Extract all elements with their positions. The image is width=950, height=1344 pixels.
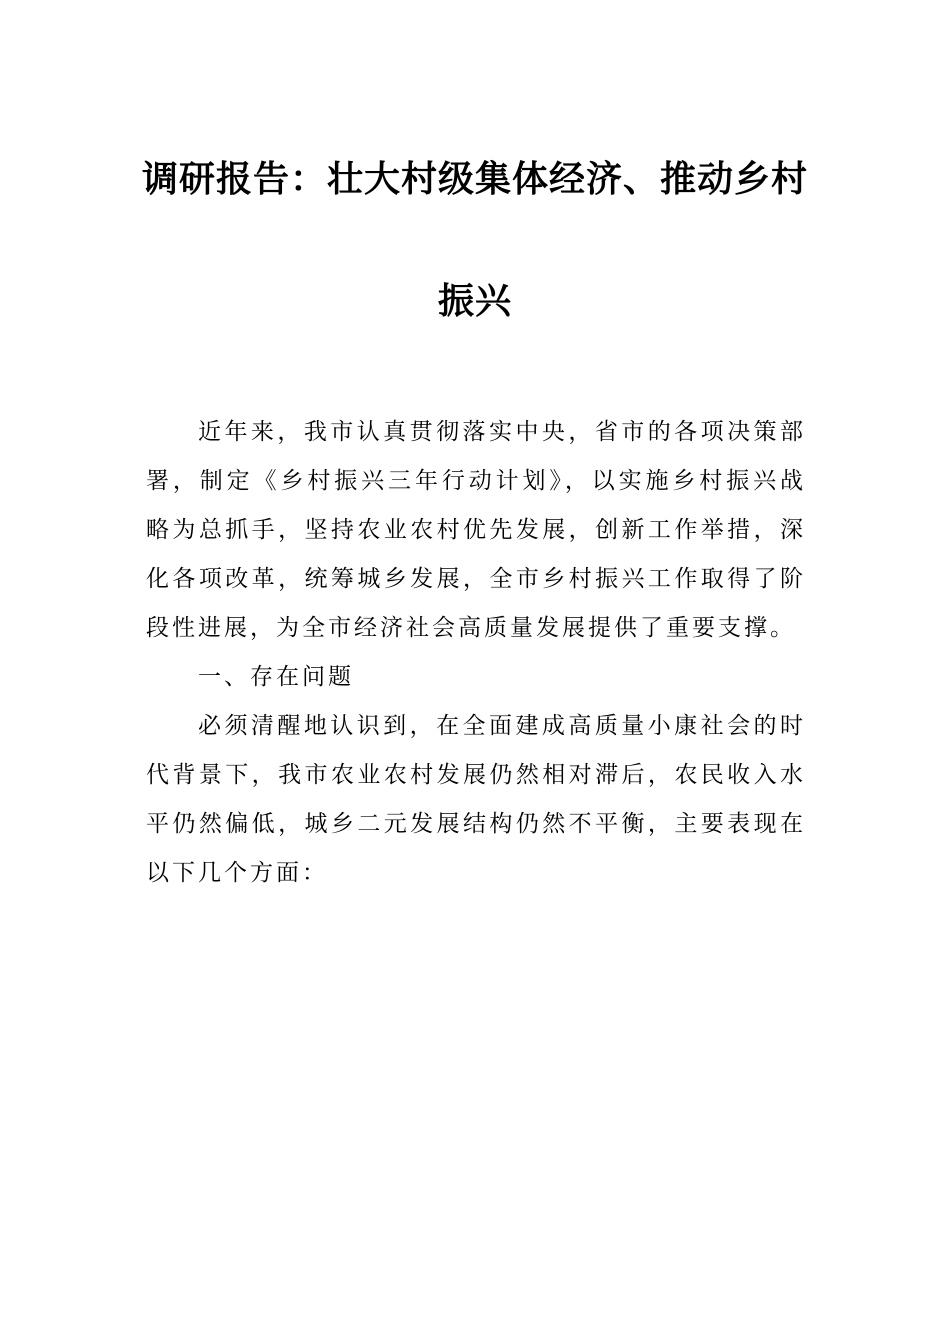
- problems-paragraph: 必须清醒地认识到，在全面建成高质量小康社会的时代背景下，我市农业农村发展仍然相对滞后，农民收入水平仍然偏低，城乡二元发展结构仍然不平衡，主要表现在以下几个方面：: [146, 713, 806, 886]
- intro-paragraph: 近年来，我市认真贯彻落实中央，省市的各项决策部署，制定《乡村振兴三年行动计划》，以实施乡村振兴战略为总抓手，坚持农业农村优先发展，创新工作举措，深化各项改革，统筹城乡发展，全市乡村振兴工作取得了阶段性进展，为全市经济社会高质量发展提供了重要支撑。: [146, 419, 806, 641]
- document-title-line-2: 振兴: [437, 281, 512, 322]
- section-heading-problems: 一、存在问题: [198, 664, 354, 690]
- document-title-line-1: 调研报告：壮大村级集体经济、推动乡村: [141, 159, 808, 200]
